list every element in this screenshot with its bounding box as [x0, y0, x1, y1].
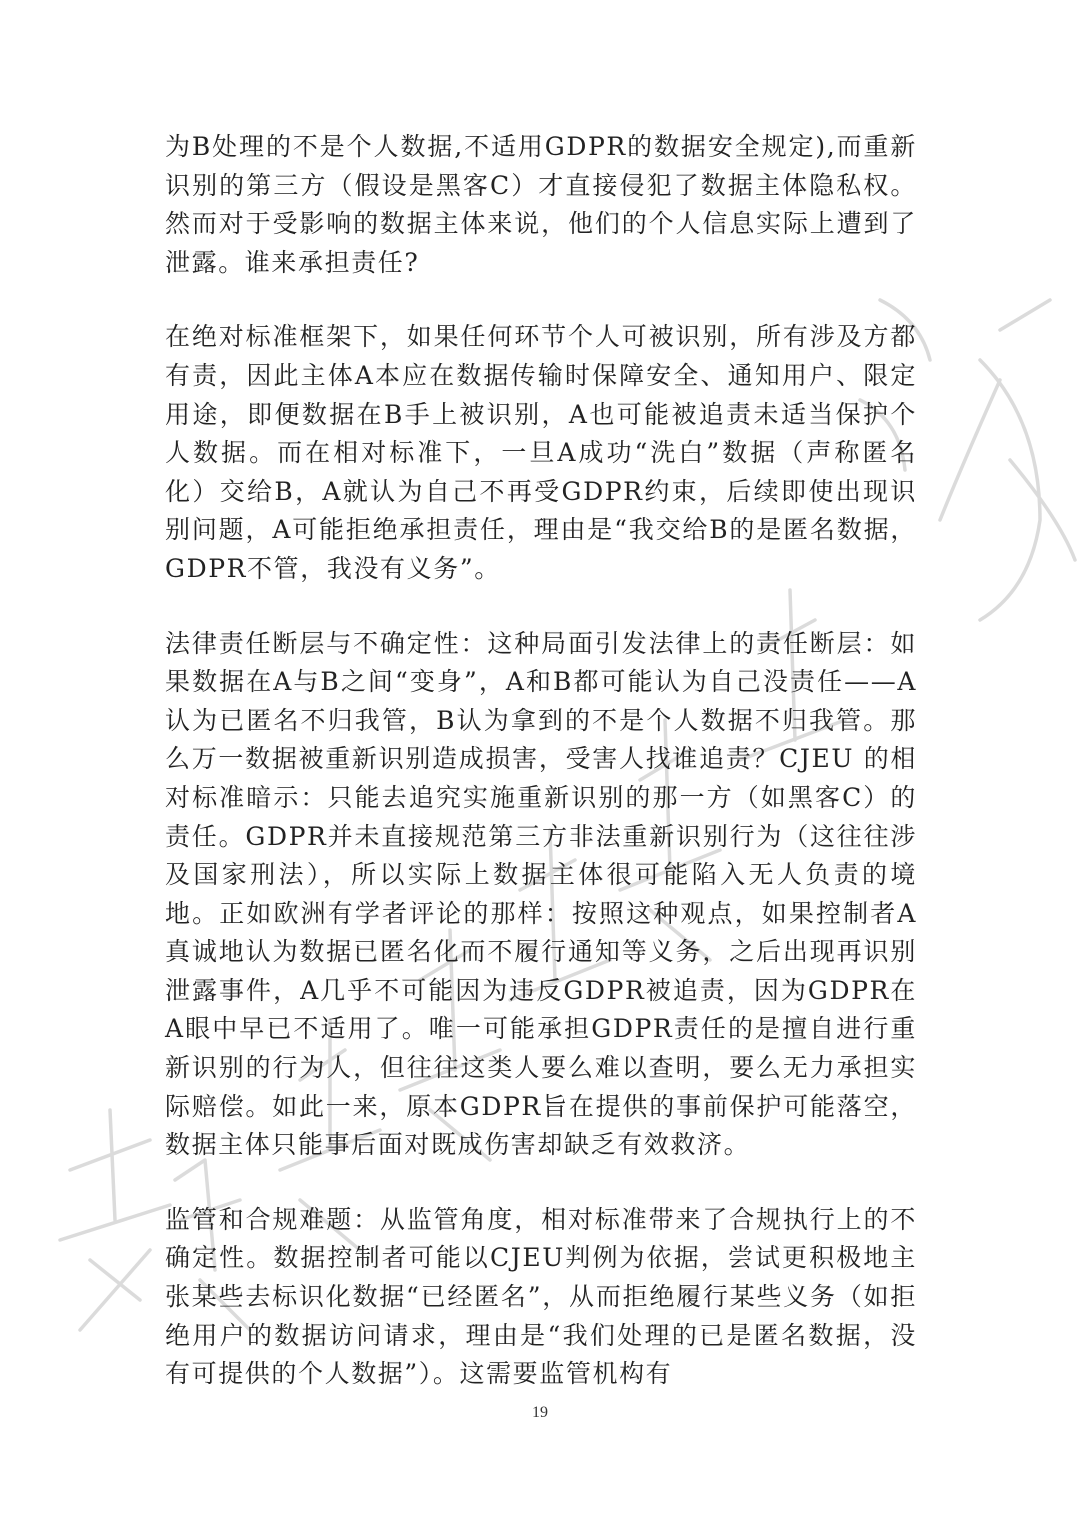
paragraph-4: 监管和合规难题：从监管角度，相对标准带来了合规执行上的不确定性。数据控制者可能以CJEU判例为依据，尝试更积极地主张某些去标识化数据“已经匿名”，从而拒绝履行某些义务（如拒绝用户的数据访问请求，理由是“我们处理的已是匿名数据，没有可提供的个人数据”）。这需要监管机构有 — [165, 1204, 917, 1389]
paragraph-2: 在绝对标准框架下，如果任何环节个人可被识别，所有涉及方都有责，因此主体A本应在数据传输时保障安全、通知用户、限定用途，即便数据在B手上被识别，A也可能被追责未适当保护个人数据。而在相对标准下，一旦A成功“洗白”数据（声称匿名化）交给B，A就认为自己不再受GDPR约束，后续即使出现识别问题，A可能拒绝承担责任，理由是“我交给B的是匿名数据，GDPR不管，我没有义务”。 — [165, 322, 917, 583]
paragraph-3: 法律责任断层与不确定性：这种局面引发法律上的责任断层：如果数据在A与B之间“变身”，A和B都可能认为自己没责任——A认为已匿名不归我管，B认为拿到的不是个人数据不归我管。那么万一数据被重新识别造成损害，受害人找谁追责？CJEU 的相对标准暗示：只能去追究实施重新识别的那一方（如黑客C）的责任。GDPR并未直接规范第三方非法重新识别行为（这往往涉及国家刑法），所以实际上数据主体很可能陷入无人负责的境地。正如欧洲有学者评论的那样：按照这种观点，如果控制者A真诚地认为数据已匿名化而不履行通知等义务，之后出现再识别泄露事件，A几乎不可能因为违反GDPR被追责，因为GDPR在A眼中早已不适用了。唯一可能承担GDPR责任的是擅自进行重新识别的行为人，但往往这类人要么难以查明，要么无力承担实际赔偿。如此一来，原本GDPR旨在提供的事前保护可能落空，数据主体只能事后面对既成伤害却缺乏有效救济。 — [165, 628, 917, 1160]
page-number: 19 — [532, 1404, 548, 1421]
paragraph-1: 为B处理的不是个人数据,不适用GDPR的数据安全规定),而重新识别的第三方（假设是黑客C）才直接侵犯了数据主体隐私权。然而对于受影响的数据主体来说，他们的个人信息实际上遭到了泄露。谁来承担责任? — [165, 132, 917, 277]
body-text — [165, 128, 917, 1394]
